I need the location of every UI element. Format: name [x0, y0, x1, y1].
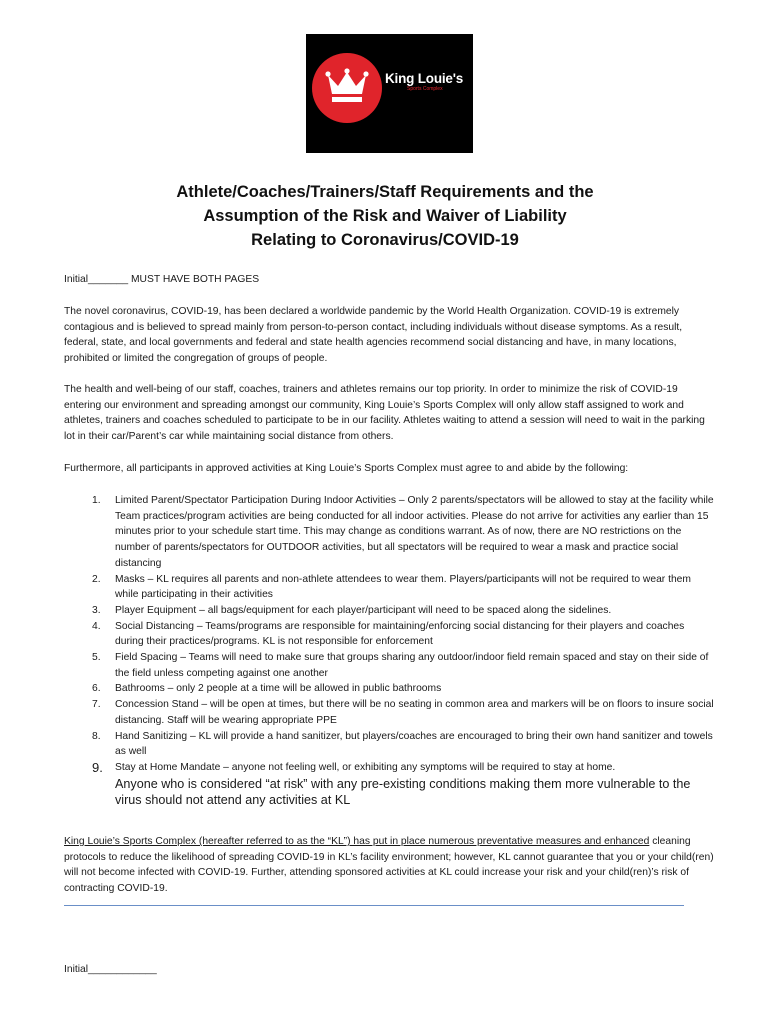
list-item	[64, 603, 714, 619]
list-item	[64, 572, 714, 603]
list-item-text: Concession Stand – will be open at times, but there will be no seating in common area and markers will be on floors to insure social distancing. Staff will be wearing appropriate PPE	[115, 699, 714, 726]
list-item-text: Stay at Home Mandate – anyone not feeling well, or exhibiting any symptoms will be required to stay at home.	[115, 761, 616, 773]
list-item	[64, 681, 714, 697]
requirements-list	[64, 493, 714, 809]
list-item-text: Social Distancing – Teams/programs are responsible for maintaining/enforcing social distancing for their players and coaches during their practices/programs. KL is not responsible for enforcement	[115, 620, 685, 648]
list-item	[64, 619, 714, 650]
list-item	[64, 729, 714, 760]
paragraph-health: The health and well-being of our staff, coaches, trainers and athletes remains our top priority. In order to minimize the risk of COVID-19 entering our environment and spreading amongst our community, King Louie’s Sports Complex will only allow staff assigned to work and athletes, trainers and coaches scheduled to participate to be in our facility. Athletes waiting to attend a session will need to wait in the parking lot in their car/Parent’s car while maintaining social distance from others.	[64, 384, 705, 443]
list-item-text: Field Spacing – Teams will need to make sure that groups sharing any outdoor/indoor field remain spaced and stay on their side of the field unless competing against one another	[115, 652, 709, 679]
crown-icon	[325, 67, 369, 109]
list-number: 7.	[92, 699, 101, 711]
list-number: 1.	[92, 495, 101, 506]
list-item	[64, 493, 714, 572]
paragraph-intro: The novel coronavirus, COVID-19, has been declared a worldwide pandemic by the World Health Organization. COVID-19 is extremely contagious and is believed to spread mainly from person-to-person contact, including individuals without disease symptoms. As a result, federal, state, and local governments and federal and state health agencies recommend social distancing and have, in many locations, prohibited or limited the congregation of groups of people.	[64, 306, 683, 365]
list-number: 6.	[92, 683, 101, 695]
title-line-2: Assumption of the Risk and Waiver of Liability	[203, 207, 567, 225]
logo-subtitle: Sports Complex	[407, 86, 443, 92]
list-number: 5.	[92, 652, 101, 664]
logo-circle	[312, 53, 382, 123]
paragraph-rest: cleaning protocols to reduce the likelihood of spreading COVID-19 in KL’s facility environment; however, KL cannot guarantee that you or your child(ren) will not become infected with COVID-19. Further, attending sponsored activities at KL could increase your risk and your child(ren)’s risk of contracting COVID-19.	[64, 836, 714, 895]
title-line-3: Relating to Coronavirus/COVID-19	[251, 231, 519, 249]
list-item	[64, 650, 714, 681]
list-number: 3.	[92, 604, 101, 616]
logo	[306, 34, 473, 153]
logo-name: King Louie's	[385, 71, 464, 86]
paragraph-furthermore: Furthermore, all participants in approved activities at King Louie’s Sports Complex must agree to and abide by the following:	[64, 463, 629, 474]
initial-line-top: Initial_______ MUST HAVE BOTH PAGES	[64, 274, 260, 285]
initial-line-bottom: Initial____________	[64, 964, 157, 975]
list-number: 4.	[92, 620, 101, 632]
document-title	[0, 180, 770, 252]
list-number: 9.	[92, 759, 103, 775]
list-item	[64, 760, 714, 809]
list-item	[64, 697, 714, 728]
list-item-text: Limited Parent/Spectator Participation During Indoor Activities – Only 2 parents/spectators will be allowed to stay at the facility while Team practices/program activities are being conducted for all indoor activities. Please do not arrive for activities any earlier than 15 minutes prior to your schedule start time. This may change as conditions warrant. As of now, there are NO restrictions on the number of parents/spectators for OUTDOOR activities, but all spectators will be required to wear a mask and practice social distancing	[115, 495, 714, 569]
divider	[64, 905, 684, 906]
list-item-text: Masks – KL requires all parents and non-athlete attendees to wear them. Players/participants will not be required to wear them while participating in their activities	[115, 573, 691, 601]
title-line-1: Athlete/Coaches/Trainers/Staff Requirements and the	[176, 183, 594, 201]
underlined-text: King Louie’s Sports Complex (hereafter referred to as the “KL”) has put in place numerous preventative measures and enhanced	[64, 836, 650, 847]
paragraph-preventative	[64, 834, 714, 897]
list-item-text: Bathrooms – only 2 people at a time will be allowed in public bathrooms	[115, 683, 442, 695]
list-item-text: Hand Sanitizing – KL will provide a hand sanitizer, but players/coaches are encouraged to bring their own hand sanitizer and towels as well	[115, 730, 713, 758]
list-number: 2.	[92, 573, 101, 585]
at-risk-note: Anyone who is considered “at risk” with any pre-existing conditions making them more vulnerable to the virus should not attend any activities at KL	[115, 776, 691, 808]
list-item-text: Player Equipment – all bags/equipment for each player/participant will need to be spaced along the sidelines.	[115, 604, 612, 616]
list-number: 8.	[92, 730, 101, 742]
